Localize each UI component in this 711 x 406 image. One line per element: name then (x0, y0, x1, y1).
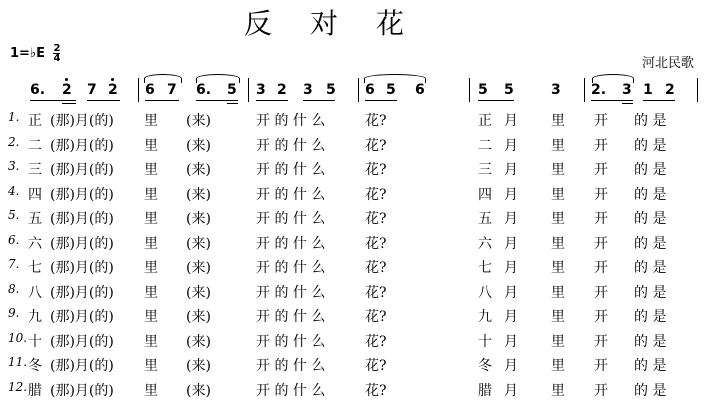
verse-num: 6. (8, 232, 20, 247)
song-source: 河北民歌 (642, 56, 695, 71)
note: 7 (87, 82, 97, 98)
verse-ans1: 七 (478, 260, 492, 276)
melody-line (0, 74, 711, 108)
verse-month: 正 (28, 113, 42, 129)
verse-ans2: 月 (504, 113, 518, 129)
verse-ans2: 月 (504, 309, 518, 325)
verse-ans1: 五 (478, 211, 492, 227)
verse-ans3: 里 (551, 333, 565, 350)
verse-month: 三 (28, 162, 42, 178)
verse-ans5: 的 是 (634, 162, 667, 178)
verse-phrase2: 里 (144, 284, 158, 301)
verse-ans3: 里 (551, 382, 565, 399)
verse-row (0, 184, 711, 208)
verse-phrase3: (来) (186, 186, 211, 203)
note: 5 (227, 82, 237, 98)
octave-dot (65, 78, 68, 81)
note: 7 (167, 82, 177, 98)
verse-ans1: 二 (478, 137, 492, 154)
key-signature-text: 1=♭E (10, 46, 45, 61)
verse-row (0, 380, 711, 404)
verse-phrase4: 开 的 什 么 (256, 309, 326, 325)
verse-ans5: 的 是 (634, 309, 667, 325)
verse-phrase2: 里 (144, 162, 158, 178)
verse-ans4: 开 (594, 211, 608, 227)
verse-row (0, 282, 711, 306)
bar-line (697, 78, 698, 102)
verse-ans2: 月 (504, 333, 518, 350)
verse-phrase3: (来) (186, 358, 211, 374)
verse-phrase2: 里 (144, 186, 158, 203)
note: 2. (591, 82, 607, 98)
verse-month: 七 (28, 260, 42, 276)
note: 5 (326, 82, 336, 98)
verse-ans4: 开 (594, 113, 608, 129)
verse-phrase2: 里 (144, 382, 158, 399)
note: 6. (196, 82, 212, 98)
note: 6. (30, 82, 46, 98)
verse-phrase5: 花? (365, 113, 387, 129)
verse-ans1: 冬 (478, 358, 492, 374)
verse-phrase1: (那)月(的) (50, 333, 114, 350)
verse-phrase3: (来) (186, 382, 211, 399)
verse-month: 十 (28, 333, 42, 350)
verse-ans5: 的 是 (634, 382, 667, 399)
verse-phrase4: 开 的 什 么 (256, 162, 326, 178)
note: 3 (256, 82, 266, 98)
verse-phrase4: 开 的 什 么 (256, 137, 326, 154)
verse-phrase4: 开 的 什 么 (256, 113, 326, 129)
verse-num: 1. (8, 110, 20, 124)
verse-row (0, 257, 711, 281)
note: 2 (108, 82, 118, 98)
verse-ans4: 开 (594, 186, 608, 203)
verse-ans3: 里 (551, 358, 565, 374)
verse-num: 10. (8, 330, 28, 345)
note: 6 (145, 82, 155, 98)
verse-ans2: 月 (504, 162, 518, 178)
verse-month: 腊 (28, 382, 42, 399)
verse-row (0, 331, 711, 355)
verse-ans5: 的 是 (634, 235, 667, 252)
verse-ans1: 三 (478, 162, 492, 178)
beam (145, 100, 179, 101)
verse-ans4: 开 (594, 137, 608, 154)
verse-ans1: 八 (478, 284, 492, 301)
verse-phrase1: (那)月(的) (50, 186, 114, 203)
beam (643, 100, 675, 101)
verse-ans3: 里 (551, 284, 565, 301)
verse-phrase4: 开 的 什 么 (256, 284, 326, 301)
verse-phrase1: (那)月(的) (50, 137, 114, 154)
verse-ans1: 腊 (478, 382, 492, 399)
verse-phrase5: 花? (365, 137, 387, 154)
verse-ans5: 的 是 (634, 260, 667, 276)
verse-row (0, 355, 711, 379)
verse-ans4: 开 (594, 235, 608, 252)
verse-phrase4: 开 的 什 么 (256, 358, 326, 374)
verse-phrase4: 开 的 什 么 (256, 382, 326, 399)
verse-month: 六 (28, 235, 42, 252)
verse-row (0, 135, 711, 159)
bar-line (469, 78, 470, 102)
verse-phrase5: 花? (365, 333, 387, 350)
verse-month: 二 (28, 137, 42, 154)
verse-phrase3: (来) (186, 284, 211, 301)
verse-ans5: 的 是 (634, 113, 667, 129)
verse-phrase5: 花? (365, 382, 387, 399)
verse-ans3: 里 (551, 162, 565, 178)
verse-phrase3: (来) (186, 113, 211, 129)
note: 2 (277, 82, 287, 98)
verse-num: 5. (8, 208, 20, 222)
verse-ans2: 月 (504, 284, 518, 301)
verse-row (0, 306, 711, 330)
verse-phrase3: (来) (186, 211, 211, 227)
verse-phrase2: 里 (144, 211, 158, 227)
verse-phrase1: (那)月(的) (50, 113, 114, 129)
verse-num: 12. (8, 379, 28, 394)
verse-phrase2: 里 (144, 358, 158, 374)
note: 5 (504, 82, 514, 98)
verse-row (0, 233, 711, 257)
verse-month: 冬 (28, 358, 42, 374)
note: 3 (303, 82, 313, 98)
verse-row (0, 159, 711, 183)
verse-phrase3: (来) (186, 137, 211, 154)
verse-num: 2. (8, 134, 20, 149)
verse-ans3: 里 (551, 260, 565, 276)
verse-ans4: 开 (594, 162, 608, 178)
verse-num: 3. (8, 159, 20, 173)
verse-phrase4: 开 的 什 么 (256, 186, 326, 203)
verse-ans4: 开 (594, 333, 608, 350)
verse-ans3: 里 (551, 113, 565, 129)
verse-num: 9. (8, 306, 20, 320)
verse-phrase5: 花? (365, 186, 387, 203)
verse-month: 九 (28, 309, 42, 325)
verse-phrase2: 里 (144, 309, 158, 325)
bar-line (358, 78, 359, 102)
verse-phrase1: (那)月(的) (50, 382, 114, 399)
verse-phrase1: (那)月(的) (50, 358, 114, 374)
verse-phrase5: 花? (365, 211, 387, 227)
verse-month: 四 (28, 186, 42, 203)
verse-num: 8. (8, 281, 20, 296)
beam (303, 100, 335, 101)
note: 3 (622, 82, 632, 98)
verse-phrase4: 开 的 什 么 (256, 235, 326, 252)
verse-ans2: 月 (504, 382, 518, 399)
verse-phrase4: 开 的 什 么 (256, 260, 326, 276)
verse-phrase5: 花? (365, 162, 387, 178)
verse-phrase5: 花? (365, 284, 387, 301)
verse-phrase4: 开 的 什 么 (256, 211, 326, 227)
verse-ans4: 开 (594, 358, 608, 374)
beam (591, 100, 633, 101)
verse-ans5: 的 是 (634, 211, 667, 227)
verse-phrase1: (那)月(的) (50, 260, 114, 276)
verse-ans1: 六 (478, 235, 492, 252)
verse-phrase2: 里 (144, 113, 158, 129)
verse-row (0, 208, 711, 232)
verse-phrase2: 里 (144, 260, 158, 276)
slur (364, 74, 426, 83)
verse-ans3: 里 (551, 309, 565, 325)
verse-month: 八 (28, 284, 42, 301)
verse-ans2: 月 (504, 186, 518, 203)
verse-ans5: 的 是 (634, 137, 667, 154)
slur (196, 74, 240, 83)
verse-phrase4: 开 的 什 么 (256, 333, 326, 350)
beam (30, 100, 76, 101)
verse-ans4: 开 (594, 260, 608, 276)
bar-line (584, 78, 585, 102)
bar-line (248, 78, 249, 102)
beam (87, 100, 120, 101)
verse-ans2: 月 (504, 235, 518, 252)
verse-phrase2: 里 (144, 333, 158, 350)
verse-ans3: 里 (551, 235, 565, 252)
beam (227, 103, 238, 104)
verse-ans3: 里 (551, 137, 565, 154)
verse-ans5: 的 是 (634, 358, 667, 374)
verse-num: 4. (8, 183, 20, 198)
time-signature-top: 2 (53, 43, 61, 54)
verse-phrase3: (来) (186, 309, 211, 325)
verse-ans2: 月 (504, 137, 518, 154)
verse-phrase5: 花? (365, 358, 387, 374)
verse-ans1: 四 (478, 186, 492, 203)
beam (622, 103, 633, 104)
verse-num: 7. (8, 257, 20, 271)
verse-ans5: 的 是 (634, 186, 667, 203)
verse-ans1: 十 (478, 333, 492, 350)
verse-phrase1: (那)月(的) (50, 211, 114, 227)
verse-ans5: 的 是 (634, 284, 667, 301)
note: 6 (415, 82, 425, 98)
verse-ans4: 开 (594, 382, 608, 399)
note: 5 (478, 82, 488, 98)
verse-phrase1: (那)月(的) (50, 284, 114, 301)
beam (478, 100, 514, 101)
note: 2 (62, 82, 72, 98)
beam (62, 103, 76, 104)
verse-phrase3: (来) (186, 235, 211, 252)
song-title: 反对花 (244, 7, 443, 40)
note: 5 (386, 82, 396, 98)
verse-phrase1: (那)月(的) (50, 309, 114, 325)
beam (365, 100, 397, 101)
octave-dot (111, 78, 114, 81)
beam (256, 100, 288, 101)
note: 3 (551, 82, 561, 98)
verse-ans3: 里 (551, 211, 565, 227)
verse-phrase1: (那)月(的) (50, 235, 114, 252)
verse-ans3: 里 (551, 186, 565, 203)
verse-phrase5: 花? (365, 260, 387, 276)
key-signature (10, 44, 60, 63)
verse-ans2: 月 (504, 211, 518, 227)
verse-ans4: 开 (594, 309, 608, 325)
verse-ans2: 月 (504, 358, 518, 374)
note: 1 (643, 82, 653, 98)
verse-phrase3: (来) (186, 162, 211, 178)
bar-line (138, 78, 139, 102)
verse-phrase2: 里 (144, 137, 158, 154)
verse-phrase2: 里 (144, 235, 158, 252)
verse-num: 11. (8, 355, 28, 369)
time-signature-bottom: 4 (53, 53, 61, 64)
note: 2 (665, 82, 675, 98)
verse-phrase1: (那)月(的) (50, 162, 114, 178)
verse-ans4: 开 (594, 284, 608, 301)
slur (144, 74, 182, 83)
slur (592, 74, 634, 83)
verse-ans1: 正 (478, 113, 492, 129)
time-signature (53, 44, 60, 63)
verse-phrase3: (来) (186, 260, 211, 276)
verse-ans5: 的 是 (634, 333, 667, 350)
verse-row (0, 110, 711, 134)
note: 6 (365, 82, 375, 98)
beam (196, 100, 238, 101)
verse-ans1: 九 (478, 309, 492, 325)
verse-month: 五 (28, 211, 42, 227)
verse-phrase5: 花? (365, 309, 387, 325)
verse-phrase3: (来) (186, 333, 211, 350)
verse-phrase5: 花? (365, 235, 387, 252)
verse-ans2: 月 (504, 260, 518, 276)
